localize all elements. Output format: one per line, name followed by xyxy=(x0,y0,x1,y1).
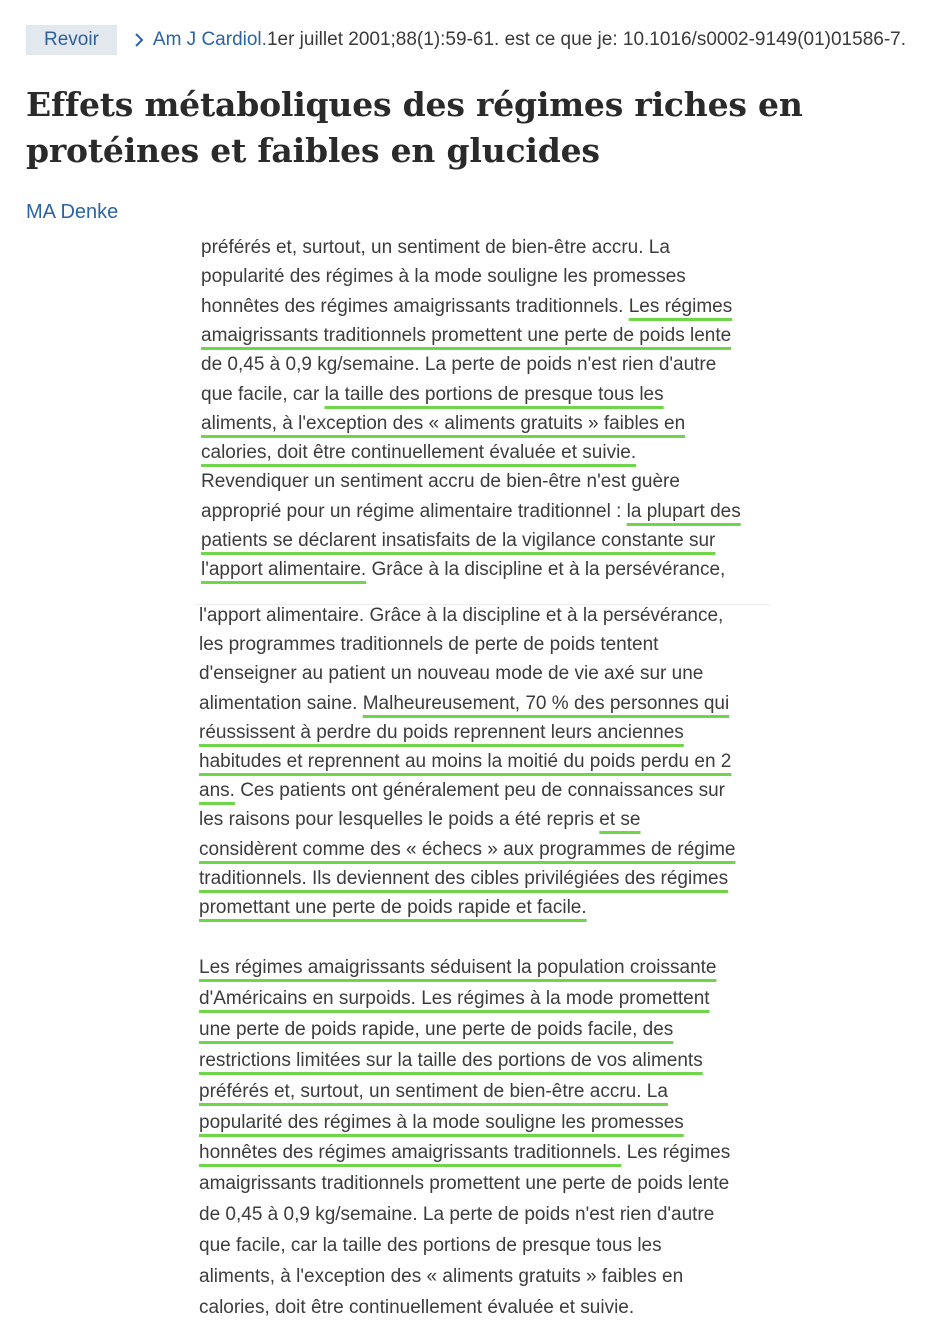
highlighted-text: amaigrissants traditionnels promettent une perte de poids lente xyxy=(201,324,732,346)
line-text: que facile, car xyxy=(201,383,325,405)
excerpt-line xyxy=(201,413,685,435)
highlighted-text: réussissent à perdre du poids reprennent leurs anciennes xyxy=(199,721,684,743)
highlighted-text: patients se déclarent insatisfaits de la vigilance constante sur xyxy=(201,530,716,551)
excerpt-line xyxy=(199,957,717,979)
excerpt-line xyxy=(201,237,670,259)
line-text: Revendiquer un sentiment accru de bien-être n'est guère xyxy=(201,471,680,493)
excerpt-line xyxy=(199,868,728,890)
author-link[interactable]: MA Denke xyxy=(26,201,119,223)
excerpt-line xyxy=(199,780,725,802)
excerpt-line xyxy=(201,354,716,376)
highlighted-text: une perte de poids rapide, une perte de poids facile, des xyxy=(199,1018,674,1040)
line-text: approprié pour un régime alimentaire traditionnel : xyxy=(201,500,627,522)
highlighted-text: Les régimes amaigrissants séduisent la population croissante xyxy=(199,957,717,978)
journal-link[interactable]: Am J Cardiol. xyxy=(152,29,267,50)
excerpt-line xyxy=(201,501,741,523)
excerpt-line xyxy=(199,1112,684,1134)
line-text: popularité des régimes à la mode souligne les promesses xyxy=(201,266,686,288)
citation-details: 1er juillet 2001;88(1):59-61. est ce que je: 10.1016/s0002-9149(01)01586-7. xyxy=(266,29,906,50)
excerpt-line xyxy=(199,1235,662,1257)
excerpt-line xyxy=(199,1297,634,1319)
line-text: amaigrissants traditionnels promettent une perte de poids lente xyxy=(199,1173,730,1195)
highlighted-text: Les régimes xyxy=(628,295,733,317)
line-text: Grâce à la discipline et à la persévérance, xyxy=(366,559,726,581)
excerpt-line xyxy=(199,751,731,773)
highlighted-text: popularité des régimes à la mode souligne les promesses xyxy=(199,1111,684,1133)
excerpt-line xyxy=(199,1142,730,1164)
excerpt-line xyxy=(199,1019,673,1041)
highlighted-text: habitudes et reprennent au moins la moitié du poids perdu en 2 xyxy=(199,751,732,772)
excerpt-line xyxy=(199,605,723,627)
chevron-right-icon xyxy=(131,32,147,48)
highlighted-text: la plupart des xyxy=(626,500,741,522)
excerpt-line xyxy=(199,722,684,744)
excerpt-line xyxy=(201,325,731,347)
excerpt-line xyxy=(199,663,703,685)
excerpt-line xyxy=(201,559,725,581)
highlighted-text: d'Américains en surpoids. Les régimes à la mode promettent xyxy=(199,987,710,1009)
line-text: d'enseigner au patient un nouveau mode de vie axé sur une xyxy=(199,663,704,685)
highlighted-text: et se xyxy=(599,809,641,831)
highlighted-text: l'apport alimentaire. xyxy=(201,559,367,581)
excerpt-line xyxy=(199,1204,714,1226)
excerpt-line xyxy=(199,1050,703,1072)
line-text: honnêtes des régimes amaigrissants traditionnels. xyxy=(201,295,629,317)
excerpt-line xyxy=(201,530,715,552)
excerpt-line xyxy=(199,1173,729,1195)
excerpt-line xyxy=(201,296,732,318)
excerpt-line xyxy=(201,442,636,464)
line-text: alimentation saine. xyxy=(199,692,363,714)
line-text: les raisons pour lesquelles le poids a été repris xyxy=(199,809,600,831)
excerpt-line xyxy=(199,1266,683,1288)
excerpt-line xyxy=(199,988,710,1010)
highlighted-text: promettant une perte de poids rapide et facile. xyxy=(199,897,587,918)
line-text: calories, doit être continuellement évaluée et suivie. xyxy=(199,1296,635,1318)
excerpt-line xyxy=(201,266,686,288)
highlighted-text: Malheureusement, 70 % des personnes qui xyxy=(362,692,730,714)
review-badge[interactable]: Revoir xyxy=(26,25,117,55)
line-text: Ces patients ont généralement peu de connaissances sur xyxy=(234,780,726,802)
line-text: les programmes traditionnels de perte de poids tentent xyxy=(199,634,659,656)
excerpt-line xyxy=(201,471,680,493)
line-text: Les régimes xyxy=(621,1142,731,1164)
excerpt-line xyxy=(199,1081,668,1103)
highlighted-text: honnêtes des régimes amaigrissants traditionnels. xyxy=(199,1142,622,1164)
line-text: l'apport alimentaire. Grâce à la discipline et à la persévérance, xyxy=(199,605,724,626)
line-text: de 0,45 à 0,9 kg/semaine. La perte de poids n'est rien d'autre xyxy=(201,354,717,376)
highlighted-text: ans. xyxy=(199,780,235,802)
excerpt-line xyxy=(199,897,587,919)
article-title: Effets métaboliques des régimes riches en protéines et faibles en glucides xyxy=(26,85,803,170)
excerpt-line xyxy=(199,693,729,715)
highlighted-text: restrictions limitées sur la taille des portions de vos aliments xyxy=(199,1049,703,1071)
excerpt-line xyxy=(199,809,640,831)
excerpt-line xyxy=(201,384,664,406)
highlighted-text: calories, doit être continuellement évaluée et suivie. xyxy=(201,442,637,464)
highlighted-text: considèrent comme des « échecs » aux programmes de régime xyxy=(199,838,736,860)
highlighted-text: aliments, à l'exception des « aliments gratuits » faibles en xyxy=(201,412,686,434)
highlighted-text: traditionnels. Ils deviennent des cibles privilégiées des régimes xyxy=(199,867,729,889)
line-text: préférés et, surtout, un sentiment de bien-être accru. La xyxy=(201,237,670,258)
citation-bar xyxy=(26,25,906,55)
excerpt-line xyxy=(199,634,658,656)
line-text: de 0,45 à 0,9 kg/semaine. La perte de poids n'est rien d'autre xyxy=(199,1204,715,1226)
line-text: que facile, car la taille des portions de presque tous les xyxy=(199,1235,662,1257)
excerpt-line xyxy=(199,839,735,861)
highlighted-text: la taille des portions de presque tous les xyxy=(324,383,664,405)
highlighted-text: préférés et, surtout, un sentiment de bien-être accru. La xyxy=(199,1080,668,1102)
line-text: aliments, à l'exception des « aliments gratuits » faibles en xyxy=(199,1266,684,1287)
